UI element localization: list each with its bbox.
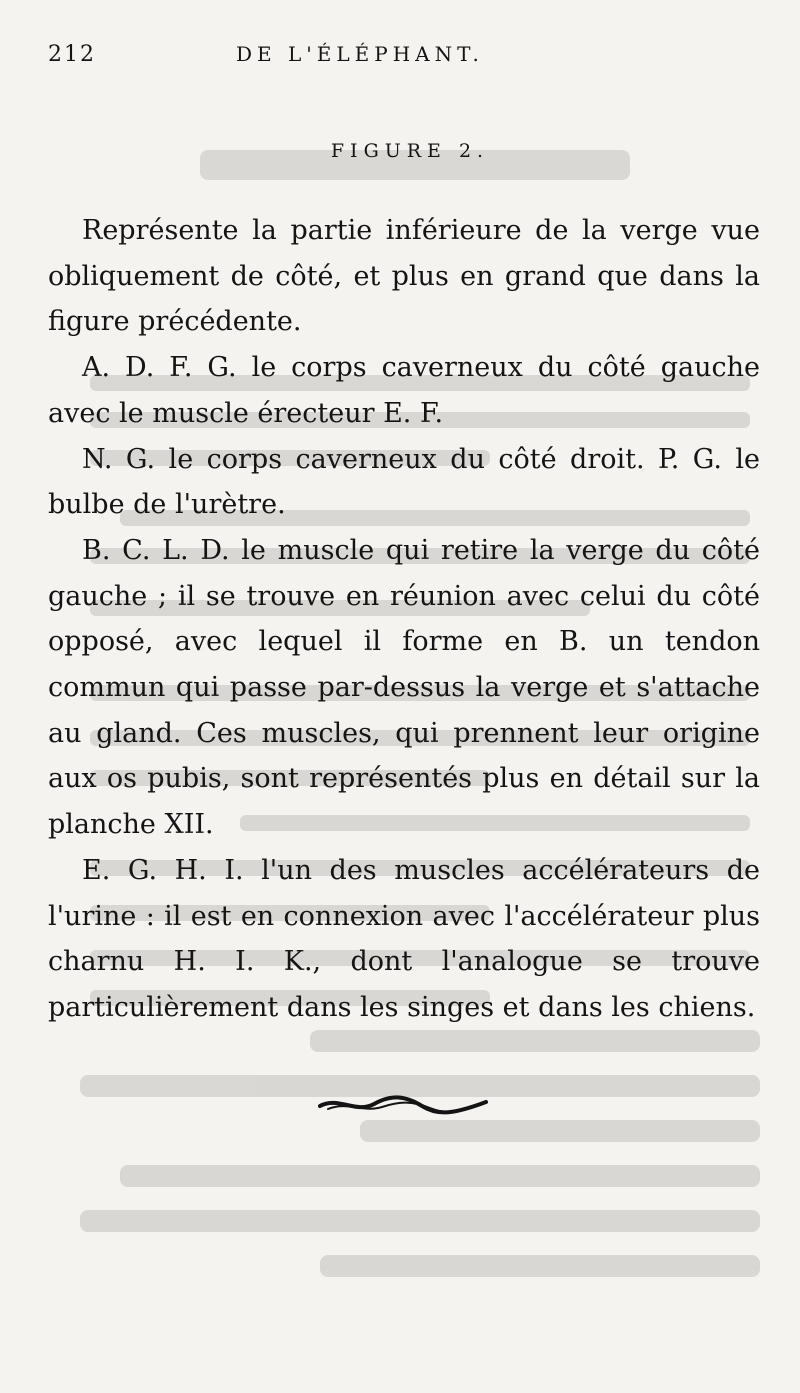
- paragraph-accelerator-muscles: E. G. H. I. l'un des muscles accélérateurs de l'urine : il est en connexion avec l'accélérateur plus charnu H. I. K., dont l'analogue se trouve particulièrement dans les singes et dans les chiens.: [48, 854, 760, 1023]
- page-number: 212: [48, 42, 96, 67]
- paragraph-retractor-muscle: B. C. L. D. le muscle qui retire la verge du côté gauche ; il se trouve en réunion avec celui du côté opposé, avec lequel il forme en B. un tendon commun qui passe par-dessus la verge et s'attache au gland. Ces muscles, qui prennent leur origine aux os pubis, sont représentés plus en détail sur la planche XII.: [48, 534, 760, 841]
- paragraph-description: Représente la partie inférieure de la verge vue obliquement de côté, et plus en grand que dans la figure précédente.: [48, 215, 760, 338]
- running-title: DE L'ÉLÉPHANT.: [236, 42, 484, 66]
- figure-heading: FIGURE 2.: [330, 140, 490, 162]
- body-text: [48, 208, 760, 1031]
- paragraph-left-corpus: A. D. F. G. le corps caverneux du côté gauche avec le muscle érecteur E. F.: [48, 352, 760, 429]
- tail-piece-swash-icon: [318, 1092, 488, 1118]
- paragraph-right-corpus: N. G. le corps caverneux du côté droit. P. G. le bulbe de l'urètre.: [48, 443, 760, 521]
